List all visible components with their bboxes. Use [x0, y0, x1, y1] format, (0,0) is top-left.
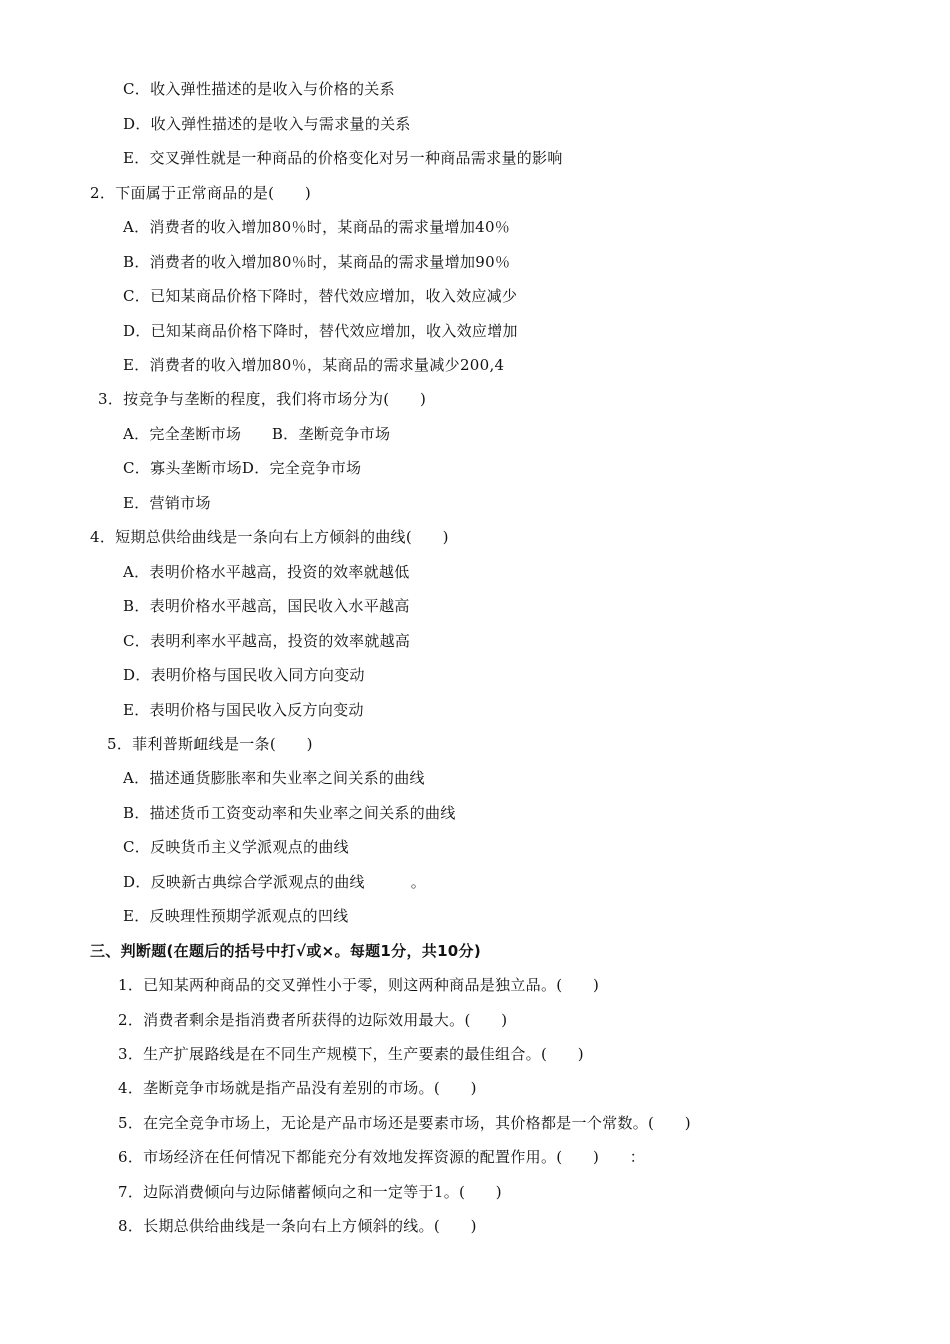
q2-option-a: A．消费者的收入增加80％时，某商品的需求量增加40％ — [123, 218, 511, 236]
tf-item-5: 5．在完全竞争市场上，无论是产品市场还是要素市场，其价格都是一个常数。( ) — [118, 1114, 691, 1132]
q5-option-c: C．反映货币主义学派观点的曲线 — [123, 838, 349, 856]
tf-item-7: 7．边际消费倾向与边际储蓄倾向之和一定等于1。( ) — [118, 1183, 502, 1201]
q4-option-a: A．表明价格水平越高，投资的效率就越低 — [123, 563, 410, 581]
q4-option-e: E．表明价格与国民收入反方向变动 — [123, 701, 364, 719]
q2-option-d: D．已知某商品价格下降时，替代效应增加，收入效应增加 — [123, 322, 518, 340]
q5-stem: 5．菲利普斯衄线是一条( ) — [107, 735, 313, 753]
section-3-heading: 三、判断题(在题后的括号中打√或×。每题1分，共10分) — [90, 942, 481, 960]
q2-option-b: B．消费者的收入增加80％时，某商品的需求量增加90％ — [123, 253, 511, 271]
tf-item-3: 3．生产扩展路线是在不同生产规模下，生产要素的最佳组合。( ) — [118, 1045, 584, 1063]
q4-stem: 4．短期总供给曲线是一条向右上方倾斜的曲线( ) — [90, 528, 449, 546]
q1-option-c: C．收入弹性描述的是收入与价格的关系 — [123, 80, 395, 98]
q2-stem: 2．下面属于正常商品的是( ) — [90, 184, 312, 202]
q4-option-d: D．表明价格与国民收入同方向变动 — [123, 666, 365, 684]
q2-option-e: E．消费者的收入增加80％，某商品的需求量减少200,4 — [123, 356, 505, 374]
q3-stem: 3．按竞争与垄断的程度，我们将市场分为( ) — [98, 390, 427, 408]
tf-item-1: 1．已知某两种商品的交叉弹性小于零，则这两种商品是独立品。( ) — [118, 976, 600, 994]
q5-option-d: D．反映新古典综合学派观点的曲线 。 — [123, 873, 427, 891]
q1-option-d: D．收入弹性描述的是收入与需求量的关系 — [123, 115, 411, 133]
tf-item-8: 8．长期总供给曲线是一条向右上方倾斜的线。( ) — [118, 1217, 477, 1235]
q4-option-b: B．表明价格水平越高，国民收入水平越高 — [123, 597, 410, 615]
q2-option-c: C．已知某商品价格下降时，替代效应增加，收入效应减少 — [123, 287, 518, 305]
q3-option-cd: C．寡头垄断市场D．完全竞争市场 — [123, 459, 362, 477]
q5-option-b: B．描述货币工资变动率和失业率之间关系的曲线 — [123, 804, 456, 822]
q3-option-ab: A．完全垄断市场 B．垄断竞争市场 — [123, 425, 391, 443]
tf-item-4: 4．垄断竞争市场就是指产品没有差别的市场。( ) — [118, 1079, 477, 1097]
q1-option-e: E．交叉弹性就是一种商品的价格变化对另一种商品需求量的影响 — [123, 149, 563, 167]
q5-option-a: A．描述通货膨胀率和失业率之间关系的曲线 — [123, 769, 425, 787]
q3-option-e: E．营销市场 — [123, 494, 211, 512]
q4-option-c: C．表明利率水平越高，投资的效率就越高 — [123, 632, 411, 650]
q5-option-e: E．反映理性预期学派观点的凹线 — [123, 907, 349, 925]
tf-item-2: 2．消费者剩余是指消费者所获得的边际效用最大。( ) — [118, 1011, 508, 1029]
tf-item-6: 6．市场经济在任何情况下都能充分有效地发挥资源的配置作用。( ) ： — [118, 1148, 646, 1166]
